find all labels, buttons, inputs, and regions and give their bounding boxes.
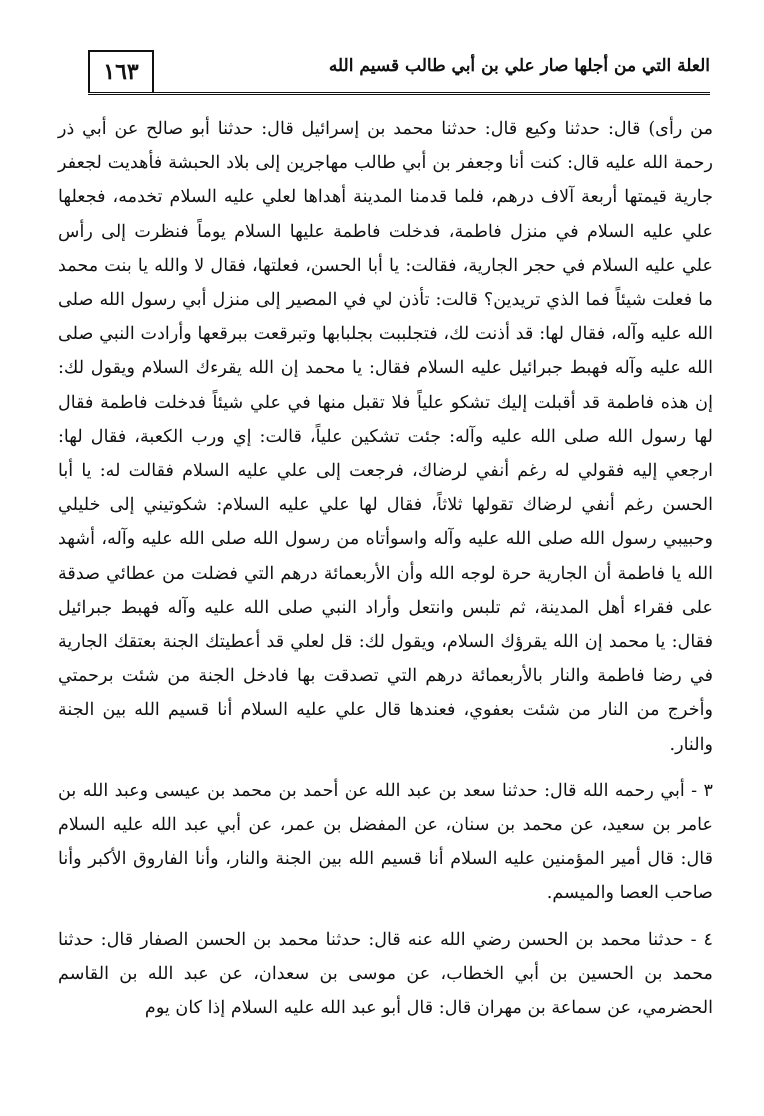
- paragraph-narration: من رأى) قال: حدثنا وكيع قال: حدثنا محمد بن إسرائيل قال: حدثنا أبو صالح عن أبي ذر رحمة الله عليه قال: كنت أنا وجعفر بن أبي طالب مهاجرين إلى بلاد الحبشة فأهديت لجعفر جارية قيمتها أربعة آلاف درهم، فلما قدمنا المدينة أهداها لعلي عليه السلام تخدمه، فجعلها علي عليه السلام في منزل فاطمة، فدخلت فاطمة عليها السلام يوماً فنظرت إلى رأس علي عليه السلام في حجر الجارية، فقالت: يا أبا الحسن، فعلتها، فقال لا والله يا بنت محمد ما فعلت شيئاً فما الذي تريدين؟ قالت: تأذن لي في المصير إلى منزل أبي رسول الله صلى الله عليه وآله، فقال لها: قد أذنت لك، فتجلببت بجلبابها وتبرقعت ببرقعها وأرادت النبي صلى الله عليه وآله فهبط جبرائيل عليه السلام فقال: يا محمد إن الله يقرءك السلام ويقول لك: إن هذه فاطمة قد أقبلت إليك تشكو علياً فلا تقبل منها في علي شيئاً فدخلت فاطمة فقال لها رسول الله صلى الله عليه وآله: جئت تشكين علياً، قالت: إي ورب الكعبة، فقال لها: ارجعي إليه فقولي له رغم أنفي لرضاك، فرجعت إلى علي عليه السلام فقالت له: يا أبا الحسن رغم أنفي لرضاك تقولها ثلاثاً، فقال لها علي عليه السلام: شكوتيني إلى خليلي وحبيبي رسول الله صلى الله عليه وآله واسوأتاه من رسول الله صلى الله عليه وآله، أشهد الله يا فاطمة أن الجارية حرة لوجه الله وأن الأربعمائة درهم التي فضلت من عطائي صدقة على فقراء أهل المدينة، ثم تلبس وانتعل وأراد النبي صلى الله عليه وآله فهبط جبرائيل فقال: يا محمد إن الله يقرؤك السلام، ويقول لك: قل لعلي قد أعطيتك الجنة بعتقك الجارية في رضا فاطمة والنار بالأربعمائة درهم التي تصدقت بها فادخل الجنة من شئت برحمتي وأخرج من النار من شئت بعفوي، فعندها قال علي عليه السلام أنا قسيم الله بين الجنة والنار.: [58, 119, 714, 755]
- running-title: العلة التي من أجلها صار علي بن أبي طالب قسيم الله: [328, 56, 710, 76]
- page-header: [88, 50, 710, 98]
- body-text: [58, 112, 713, 1025]
- header-rule: [88, 92, 710, 95]
- page-number: ١٦٣: [88, 50, 154, 92]
- paragraph-hadith-3: ٣ - أبي رحمه الله قال: حدثنا سعد بن عبد الله عن أحمد بن محمد بن عيسى وعبد الله بن عامر بن سعيد، عن محمد بن سنان، عن المفضل بن عمر، عن أبي عبد الله عليه السلام قال: قال أمير المؤمنين عليه السلام أنا قسيم الله بين الجنة والنار، وأنا الفاروق الأكبر وأنا صاحب العصا والميسم.: [58, 780, 713, 904]
- paragraph-hadith-4: ٤ - حدثنا محمد بن الحسن رضي الله عنه قال: حدثنا محمد بن الحسن الصفار قال: حدثنا محمد بن الحسين بن أبي الخطاب، عن موسى بن سعدان، عن عبد الله بن القاسم الحضرمي، عن سماعة بن مهران قال: قال أبو عبد الله عليه السلام إذا كان يوم: [58, 929, 713, 1019]
